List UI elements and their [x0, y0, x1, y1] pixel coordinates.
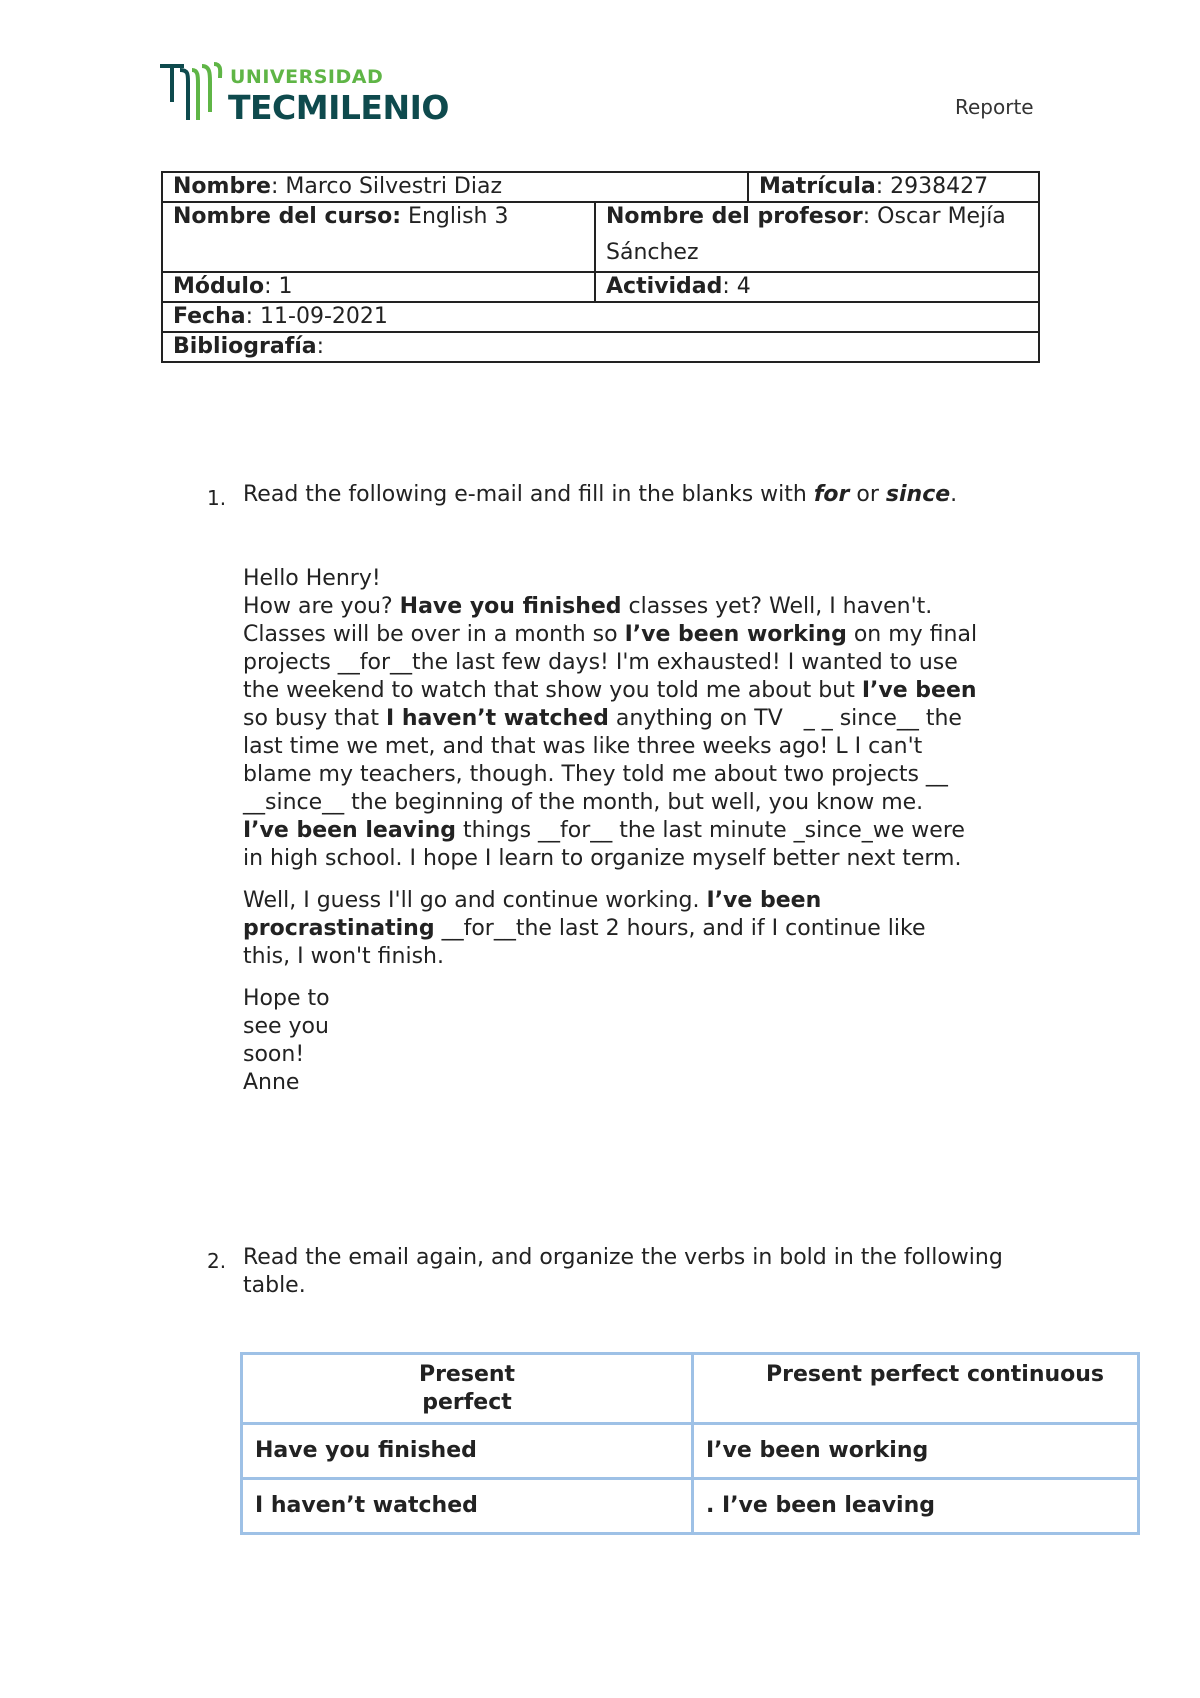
email-p2d: __for__the last 2 hours, and if I continue like	[434, 916, 926, 941]
header-present-perfect-line-1: Present	[418, 1362, 516, 1387]
actividad-label: Actividad	[606, 274, 723, 299]
table-cell-r1c1: Have you finished	[242, 1424, 693, 1479]
question-2-number: 2.	[207, 1249, 227, 1273]
info-row-bibliografia	[163, 331, 1038, 361]
student-info-table	[161, 171, 1040, 363]
email-line-2a: Classes will be over in a month so	[243, 622, 625, 647]
email-greeting: Hello Henry!	[243, 566, 381, 591]
question-2-text	[243, 1244, 1003, 1300]
bibliografia-label: Bibliografía	[173, 334, 317, 359]
info-row-modulo	[163, 271, 1038, 301]
curso-value: English 3	[401, 204, 509, 229]
email-body	[243, 565, 977, 873]
email-closing-1: Hope to	[243, 986, 330, 1011]
q1-since: since	[885, 482, 951, 507]
curso-label: Nombre del curso:	[173, 204, 402, 229]
header-present-perfect-continuous: Present perfect continuous	[693, 1354, 1139, 1424]
profesor-value-2: Sánchez	[606, 240, 699, 265]
email-line-7: blame my teachers, though. They told me about two projects __	[243, 762, 948, 787]
q1-or: or	[849, 482, 886, 507]
fecha-label: Fecha	[173, 304, 246, 329]
email-closing	[243, 985, 330, 1097]
table-cell-r1c2: I’ve been working	[693, 1424, 1139, 1479]
university-logo	[158, 60, 458, 130]
bibliografia-value: :	[316, 334, 325, 359]
email-line-5	[243, 705, 977, 733]
document-type-label: Reporte	[955, 95, 1034, 119]
header-present-perfect	[242, 1354, 693, 1424]
email-line-2	[243, 621, 977, 649]
modulo-label: Módulo	[173, 274, 265, 299]
q2-line-1: Read the email again, and organize the verbs in bold in the following	[243, 1245, 1003, 1270]
email-line-1c: classes yet? Well, I haven't.	[621, 594, 933, 619]
email-paragraph-2	[243, 887, 926, 971]
email-p2c-bold: procrastinating	[243, 916, 435, 941]
email-line-10: in high school. I hope I learn to organize myself better next term.	[243, 846, 962, 871]
email-line-8: __since__ the beginning of the month, but well, you know me.	[243, 790, 924, 815]
email-line-5a: so busy that	[243, 706, 386, 731]
actividad-value: : 4	[722, 274, 751, 299]
curso-cell	[163, 203, 594, 271]
email-line-5-bold: I haven’t watched	[385, 706, 609, 731]
fecha-value: : 11-09-2021	[245, 304, 388, 329]
modulo-value: : 1	[264, 274, 293, 299]
fecha-cell	[163, 303, 1038, 331]
q2-line-2: table.	[243, 1273, 306, 1298]
profesor-cell	[594, 203, 1038, 271]
table-cell-r2c1: I haven’t watched	[242, 1479, 693, 1534]
email-p2-line-2	[243, 915, 926, 943]
question-1-number: 1.	[207, 486, 227, 510]
nombre-cell	[163, 173, 747, 201]
verbs-table-header-row	[242, 1354, 1139, 1424]
email-line-2-bold: I’ve been working	[624, 622, 847, 647]
email-line-1-bold: Have you finished	[399, 594, 622, 619]
email-line-3: projects __for__the last few days! I'm exhausted! I wanted to use	[243, 650, 958, 675]
email-line-9b: things __for__ the last minute _since_we were	[455, 818, 965, 843]
modulo-cell	[163, 273, 594, 301]
nombre-value: : Marco Silvestri Diaz	[270, 174, 503, 199]
actividad-cell	[594, 273, 1038, 301]
email-closing-3: soon!	[243, 1042, 305, 1067]
email-p2-line-3: this, I won't finish.	[243, 944, 444, 969]
q1-end: .	[950, 482, 958, 507]
email-line-4	[243, 677, 977, 705]
info-row-fecha	[163, 301, 1038, 331]
bibliografia-cell	[163, 333, 1038, 361]
question-1-text	[243, 481, 957, 509]
table-row	[242, 1479, 1139, 1534]
nombre-label: Nombre	[173, 174, 271, 199]
info-row-nombre	[163, 173, 1038, 201]
table-cell-r2c2: . I’ve been leaving	[693, 1479, 1139, 1534]
email-p2-bold: I’ve been	[706, 888, 822, 913]
info-row-curso	[163, 201, 1038, 271]
tecmilenio-logo-icon	[158, 62, 224, 124]
header-present-perfect-line-2: perfect	[422, 1390, 512, 1415]
email-line-6: last time we met, and that was like three weeks ago! L I can't	[243, 734, 923, 759]
email-line-9-bold: I’ve been leaving	[243, 818, 456, 843]
table-row	[242, 1424, 1139, 1479]
email-line-9	[243, 817, 977, 845]
email-line-1a: How are you?	[243, 594, 400, 619]
logo-tecmilenio-text: TECMILENIO	[228, 88, 449, 127]
matricula-cell	[747, 173, 1038, 201]
email-p2a: Well, I guess I'll go and continue working.	[243, 888, 707, 913]
matricula-label: Matrícula	[759, 174, 876, 199]
email-line-2c: on my final	[846, 622, 978, 647]
profesor-value: : Oscar Mejía	[862, 204, 1006, 229]
email-line-4-bold: I’ve been	[861, 678, 977, 703]
profesor-label: Nombre del profesor	[606, 204, 863, 229]
email-closing-2: see you	[243, 1014, 329, 1039]
logo-universidad-text: UNIVERSIDAD	[230, 66, 384, 88]
q1-text: Read the following e-mail and fill in the blanks with	[243, 482, 814, 507]
email-p2-line-1	[243, 887, 926, 915]
verbs-table	[240, 1352, 1140, 1535]
matricula-value: : 2938427	[875, 174, 989, 199]
email-line-5c: anything on TV _ _ since__ the	[608, 706, 962, 731]
email-signature: Anne	[243, 1070, 300, 1095]
email-line-1	[243, 593, 977, 621]
email-line-4a: the weekend to watch that show you told me about but	[243, 678, 862, 703]
q1-for: for	[813, 482, 850, 507]
